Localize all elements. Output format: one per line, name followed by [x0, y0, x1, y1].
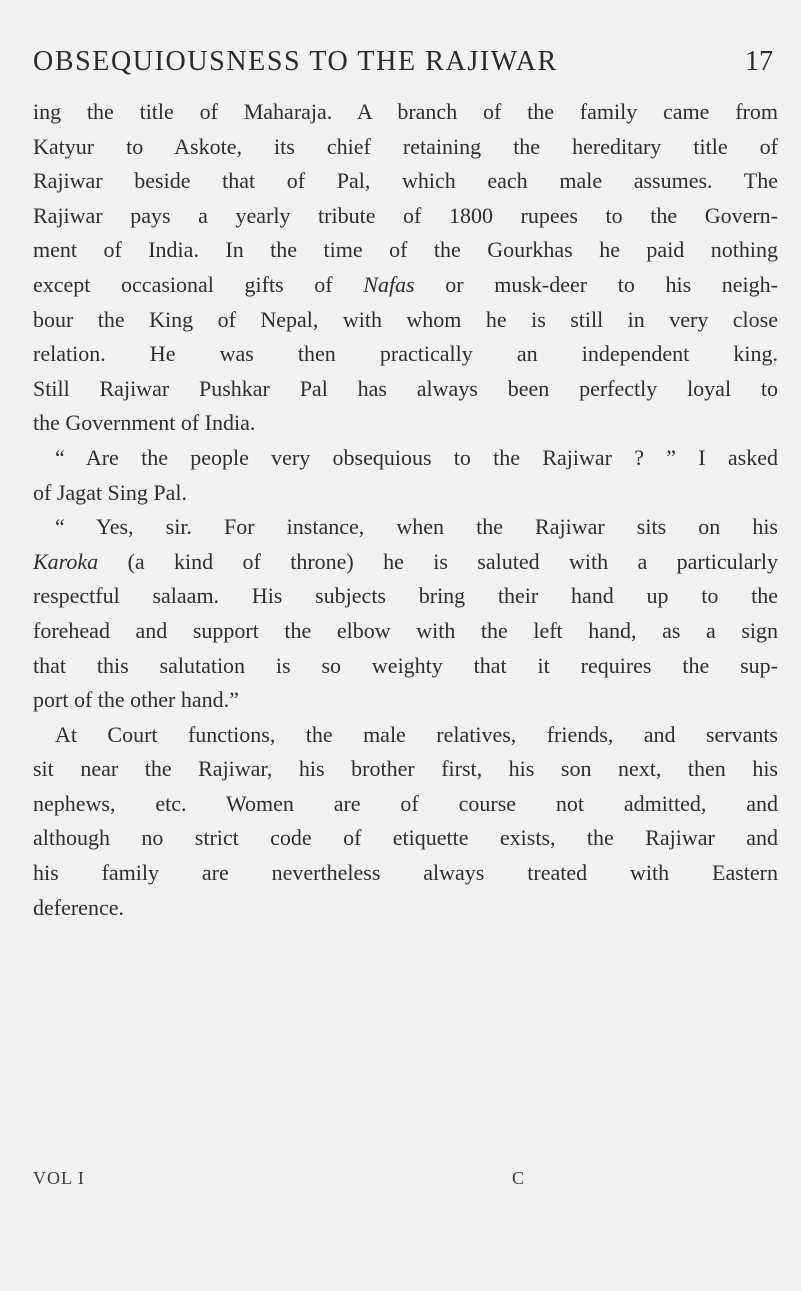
text-line: forehead and support the elbow with the left hand, as a sign — [33, 617, 778, 643]
text-line: Rajiwar beside that of Pal, which each male assumes. The — [33, 168, 778, 194]
text-fragment: or musk-deer to his neigh- — [445, 271, 778, 297]
text-line-with-italic — [33, 545, 778, 580]
text-line: relation. He was then practically an independent king. — [33, 341, 778, 367]
running-title: OBSEQUIOUSNESS TO THE RAJIWAR — [33, 46, 558, 77]
text-line: Rajiwar pays a yearly tribute of 1800 rupees to the Govern- — [33, 202, 778, 228]
text-line: ment of India. In the time of the Gourkhas he paid nothing — [33, 237, 778, 263]
text-line: port of the other hand.” — [33, 687, 239, 713]
text-line: respectful salaam. His subjects bring their hand up to the — [33, 583, 778, 609]
text-line: bour the King of Nepal, with whom he is still in very close — [33, 306, 778, 332]
page-number: 17 — [745, 46, 773, 77]
text-fragment: (a kind of throne) he is saluted with a particularly — [127, 548, 778, 574]
text-line: Still Rajiwar Pushkar Pal has always been perfectly loyal to — [33, 375, 778, 401]
text-line: that this salutation is so weighty that it requires the sup- — [33, 652, 778, 678]
running-head — [33, 46, 773, 86]
text-line: sit near the Rajiwar, his brother first, his son next, then his — [33, 756, 778, 782]
text-line: Katyur to Askote, its chief retaining the hereditary title of — [33, 133, 778, 159]
text-fragment: except occasional gifts of — [33, 271, 333, 297]
text-line: his family are nevertheless always treated with Eastern — [33, 860, 778, 886]
body-text — [33, 95, 778, 925]
italic-term-karoka: Karoka — [33, 548, 99, 574]
text-line: “ Are the people very obsequious to the Rajiwar ? ” I asked — [55, 444, 778, 470]
text-line: At Court functions, the male relatives, friends, and servants — [55, 721, 778, 747]
text-line: the Government of India. — [33, 410, 256, 436]
volume-label: VOL I — [33, 1168, 85, 1188]
page-footer — [33, 1168, 773, 1189]
text-line: of Jagat Sing Pal. — [33, 479, 187, 505]
text-line: although no strict code of etiquette exists, the Rajiwar and — [33, 825, 778, 851]
text-line: “ Yes, sir. For instance, when the Rajiwar sits on his — [55, 514, 778, 540]
text-line-with-italic — [33, 268, 778, 303]
italic-term-nafas: Nafas — [363, 271, 415, 297]
text-line: ing the title of Maharaja. A branch of the family came from — [33, 99, 778, 124]
signature-mark: C — [511, 1168, 525, 1188]
text-line: deference. — [33, 894, 124, 920]
text-line: nephews, etc. Women are of course not admitted, and — [33, 790, 778, 816]
